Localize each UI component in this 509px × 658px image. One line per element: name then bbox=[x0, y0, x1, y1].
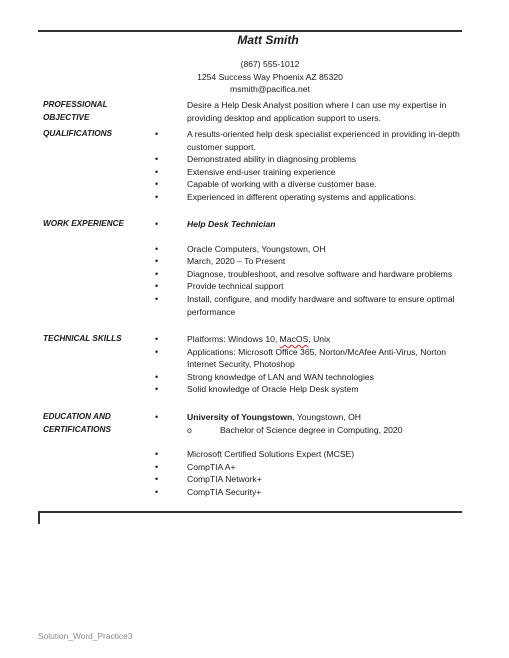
section-label-skills: TECHNICAL SKILLS bbox=[43, 334, 122, 343]
list-item: • Demonstrated ability in diagnosing problems bbox=[155, 154, 357, 165]
list-item: • March, 2020 – To Present bbox=[155, 256, 286, 267]
section-label-objective: PROFESSIONAL OBJECTIVE bbox=[43, 100, 108, 122]
resume-name: Matt Smith bbox=[237, 33, 299, 47]
phone: (867) 555-1012 bbox=[240, 59, 300, 69]
list-item: • Experienced in different operating systems and applications. bbox=[155, 191, 417, 202]
list-item: • A results-oriented help desk specialist experienced in providing in-depth customer support. bbox=[155, 129, 460, 152]
list-item: • CompTIA A+ bbox=[155, 461, 236, 472]
list-item: • Strong knowledge of LAN and WAN technologies bbox=[155, 371, 374, 382]
email: msmith@pacifica.net bbox=[230, 84, 310, 95]
section-label-education: EDUCATION AND CERTIFICATIONS bbox=[43, 412, 111, 434]
section-label-qualifications: QUALIFICATIONS bbox=[43, 129, 112, 138]
list-item: • Applications: Microsoft Office 365, Norton/McAfee Anti-Virus, Norton Internet Security, Photoshop bbox=[155, 346, 447, 370]
degree-item: o Bachelor of Science degree in Computing, 2020 bbox=[187, 424, 403, 435]
footer-caption: Solution_Word_Practice3 bbox=[38, 631, 133, 641]
qualifications-list bbox=[155, 128, 475, 204]
work-list bbox=[155, 218, 475, 318]
spellcheck-flagged-word: MacOS bbox=[279, 334, 309, 344]
contact-block bbox=[190, 58, 350, 96]
list-item: • Microsoft Certified Solutions Expert (MCSE) bbox=[155, 449, 355, 460]
skills-list bbox=[155, 333, 475, 396]
objective-text: Desire a Help Desk Analyst position where I can use my expertise in providing desktop and application support to users. bbox=[187, 100, 447, 123]
list-item: • Solid knowledge of Oracle Help Desk system bbox=[155, 384, 359, 395]
address: 1254 Success Way Phoenix AZ 85320 bbox=[197, 71, 343, 82]
list-item: • Platforms: Windows 10, MacOS, Unix bbox=[155, 334, 331, 344]
list-item: • Diagnose, troubleshoot, and resolve software and hardware problems bbox=[155, 268, 453, 279]
bottom-rule-corner bbox=[38, 512, 40, 524]
list-item: • Provide technical support bbox=[155, 281, 284, 292]
education-list bbox=[155, 411, 475, 499]
list-item: • CompTIA Security+ bbox=[155, 486, 262, 497]
school-item: • University of Youngstown, Youngstown, OH bbox=[155, 412, 361, 422]
list-item: • Capable of working with a diverse customer base. bbox=[155, 179, 377, 190]
list-item: • Install, configure, and modify hardware and software to ensure optimal performance bbox=[155, 293, 455, 317]
bottom-rule bbox=[38, 511, 462, 513]
list-item: • Oracle Computers, Youngstown, OH bbox=[155, 243, 326, 254]
list-item: • Extensive end-user training experience bbox=[155, 166, 336, 177]
list-item: • CompTIA Network+ bbox=[155, 474, 262, 485]
section-label-work: WORK EXPERIENCE bbox=[43, 219, 124, 228]
job-title: • Help Desk Technician bbox=[155, 219, 276, 229]
